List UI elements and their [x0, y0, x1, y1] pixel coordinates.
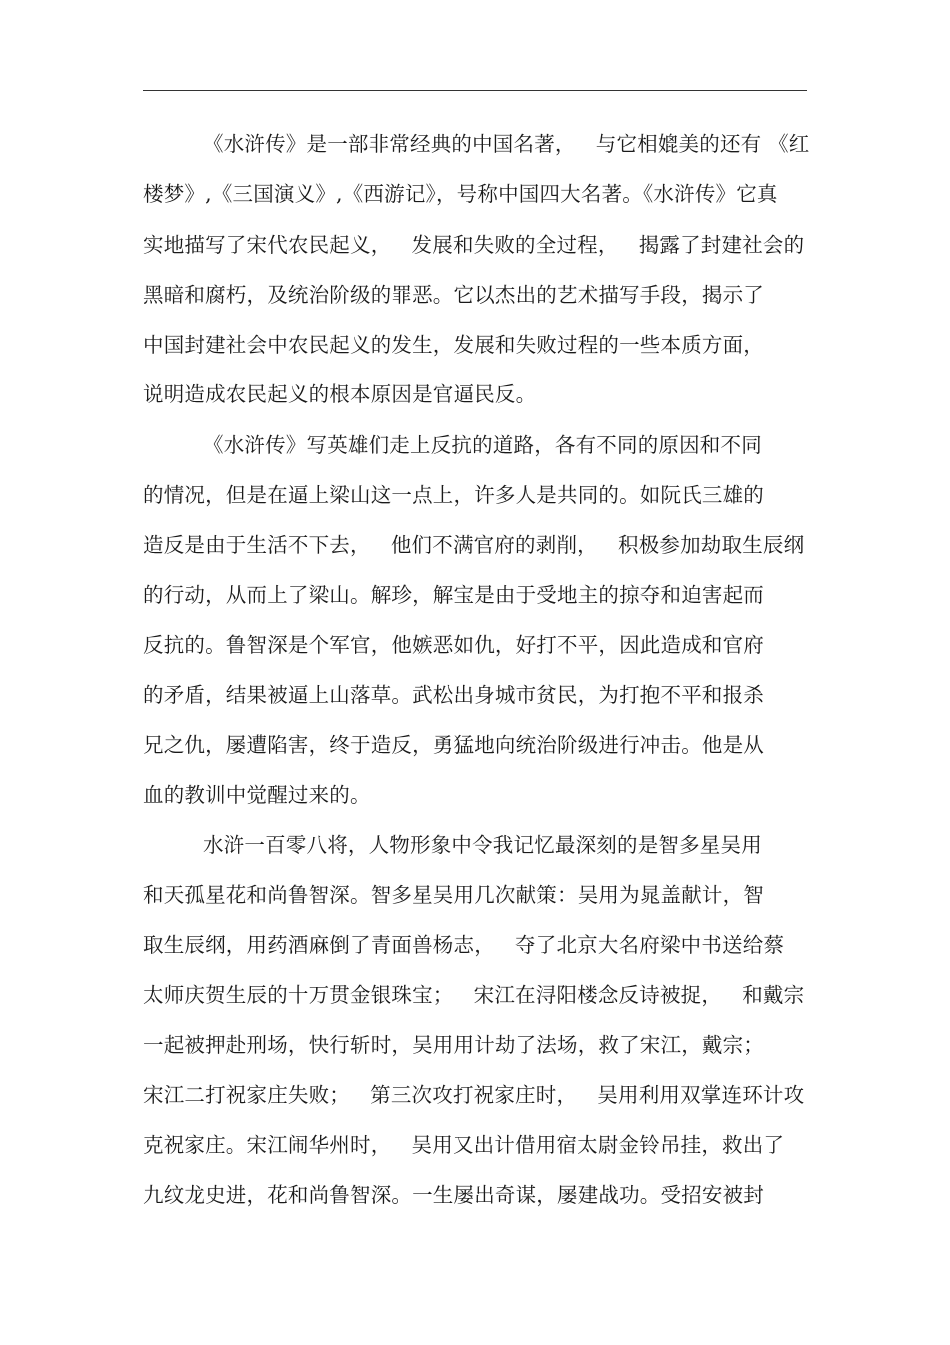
text-line: 血的教训中觉醒过来的。: [143, 783, 371, 807]
text-line: 取生辰纲，用药酒麻倒了青面兽杨志， 夺了北京大名府梁中书送给蔡: [143, 933, 785, 957]
text-line: 和天孤星花和尚鲁智深。智多星吴用几次献策：吴用为晁盖献计，智: [143, 883, 764, 907]
header-rule: [143, 90, 807, 91]
text-line: 楼梦》,《三国演义》,《西游记》，号称中国四大名著。《水浒传》它真: [143, 182, 778, 206]
text-line: 的矛盾，结果被逼上山落草。武松出身城市贫民，为打抱不平和报杀: [143, 683, 764, 707]
text-line: 中国封建社会中农民起义的发生，发展和失败过程的一些本质方面，: [143, 333, 764, 357]
text-line: 说明造成农民起义的根本原因是官逼民反。: [143, 382, 537, 406]
text-line: 的情况，但是在逼上梁山这一点上，许多人是共同的。如阮氏三雄的: [143, 483, 764, 507]
text-line: 《水浒传》写英雄们走上反抗的道路，各有不同的原因和不同: [203, 433, 762, 457]
text-line: 克祝家庄。宋江闹华州时， 吴用又出计借用宿太尉金铃吊挂，救出了: [143, 1133, 785, 1157]
text-line: 反抗的。鲁智深是个军官，他嫉恶如仇，好打不平，因此造成和官府: [143, 633, 764, 657]
text-line: 黑暗和腐朽，及统治阶级的罪恶。它以杰出的艺术描写手段，揭示了: [143, 283, 764, 307]
text-line: 九纹龙史进，花和尚鲁智深。一生屡出奇谋，屡建战功。受招安被封: [143, 1183, 764, 1207]
text-line: 的行动，从而上了梁山。解珍，解宝是由于受地主的掠夺和迫害起而: [143, 583, 764, 607]
text-line: 水浒一百零八将，人物形象中令我记忆最深刻的是智多星吴用: [203, 833, 762, 857]
text-line: 《水浒传》是一部非常经典的中国名著， 与它相媲美的还有 《红: [203, 132, 810, 156]
text-line: 宋江二打祝家庄失败； 第三次攻打祝家庄时， 吴用利用双掌连环计攻: [143, 1083, 805, 1107]
text-line: 太师庆贺生辰的十万贯金银珠宝； 宋江在浔阳楼念反诗被捉， 和戴宗: [143, 983, 805, 1007]
text-line: 一起被押赴刑场，快行斩时，吴用用计劫了法场，救了宋江，戴宗；: [143, 1033, 764, 1057]
text-line: 造反是由于生活不下去， 他们不满官府的剥削， 积极参加劫取生辰纲: [143, 533, 805, 557]
text-line: 兄之仇，屡遭陷害，终于造反，勇猛地向统治阶级进行冲击。他是从: [143, 733, 764, 757]
text-line: 实地描写了宋代农民起义， 发展和失败的全过程， 揭露了封建社会的: [143, 233, 805, 257]
